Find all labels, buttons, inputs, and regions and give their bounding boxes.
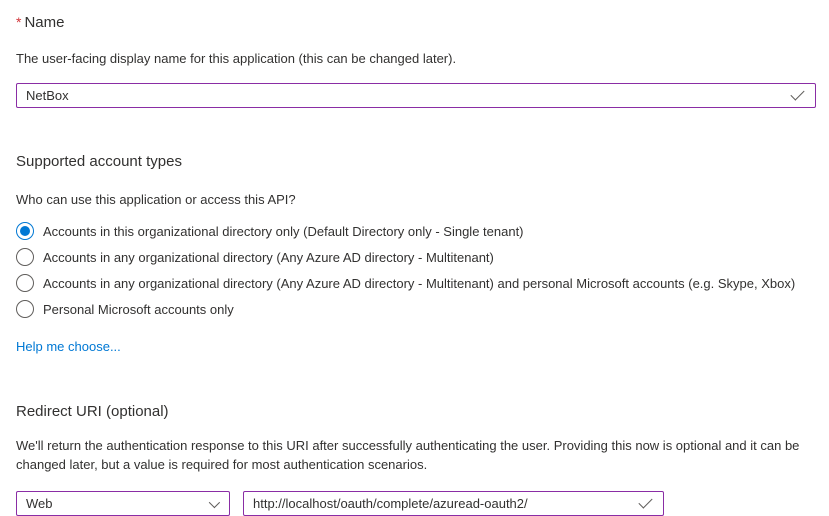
platform-select[interactable] <box>16 491 230 516</box>
radio-button-icon[interactable] <box>16 222 34 240</box>
radio-option-label: Accounts in any organizational directory (Any Azure AD directory - Multitenant) <box>43 249 494 265</box>
name-input[interactable] <box>16 83 816 108</box>
name-description: The user-facing display name for this application (this can be changed later). <box>16 51 457 66</box>
radio-option-multitenant[interactable] <box>16 244 815 270</box>
redirect-uri-section-title: Redirect URI (optional) <box>16 403 169 420</box>
required-asterisk: * <box>16 14 22 30</box>
redirect-uri-row <box>16 491 815 516</box>
help-me-choose-link[interactable]: Help me choose... <box>16 339 121 354</box>
account-types-section-title: Supported account types <box>16 153 182 170</box>
radio-option-label: Personal Microsoft accounts only <box>43 301 234 317</box>
radio-option-label: Accounts in any organizational directory (Any Azure AD directory - Multitenant) and personal Microsoft accounts (e.g. Skype, Xbox) <box>43 275 796 291</box>
name-section-title <box>16 12 815 33</box>
account-types-radio-group <box>16 218 815 322</box>
radio-option-single-tenant[interactable] <box>16 218 815 244</box>
radio-option-personal-only[interactable] <box>16 296 815 322</box>
account-types-question: Who can use this application or access this API? <box>16 192 296 207</box>
radio-button-icon[interactable] <box>16 274 34 292</box>
redirect-uri-description: We'll return the authentication response to this URI after successfully authenticating the user. Providing this now is optional and it can be changed later, but a value is required for most authentication scenarios. <box>16 438 800 472</box>
radio-option-multitenant-personal[interactable] <box>16 270 815 296</box>
name-field-wrapper <box>16 83 816 108</box>
redirect-uri-input[interactable] <box>243 491 664 516</box>
platform-select-value: Web <box>26 496 53 511</box>
name-title-text: Name <box>24 14 65 31</box>
redirect-uri-field-wrapper <box>243 491 664 516</box>
radio-option-label: Accounts in this organizational directory only (Default Directory only - Single tenant) <box>43 223 524 239</box>
radio-button-icon[interactable] <box>16 248 34 266</box>
chevron-down-icon <box>209 496 220 507</box>
radio-button-icon[interactable] <box>16 300 34 318</box>
